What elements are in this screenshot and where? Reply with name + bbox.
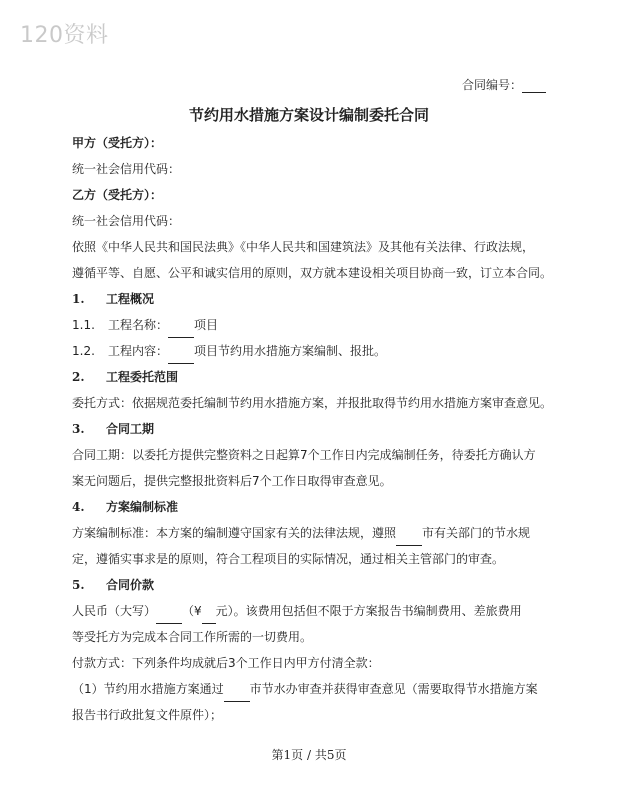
section-title: 合同价款 <box>106 578 155 592</box>
contract-number-blank <box>522 80 546 93</box>
watermark: 120资料 <box>20 23 109 48</box>
intro-line-2: 遵循平等、自愿、公平和诚实信用的原则，双方就本建设相关项目协商一致，订立本合同。 <box>72 266 553 280</box>
section-number: 2. <box>72 370 85 384</box>
credit-code-b: 统一社会信用代码： <box>72 214 181 228</box>
section-3-heading <box>72 416 562 442</box>
credit-code-a: 统一社会信用代码： <box>72 162 181 176</box>
clause-number: 1.1. <box>72 318 95 332</box>
section-5-text-1 <box>72 598 562 624</box>
section-title: 合同工期 <box>106 422 155 436</box>
payment-item-1-cont: 报告书行政批复文件原件）； <box>72 708 223 722</box>
text-part: 方案编制标准：本方案的编制遵守国家有关的法律法规，遵照 <box>72 526 397 540</box>
clause-suffix: 项目节约用水措施方案编制、报批。 <box>194 344 387 358</box>
section-2-heading <box>72 364 562 390</box>
section-2-text: 委托方式：依据规范委托编制节约用水措施方案，并报批取得节约用水措施方案审查意见。 <box>72 396 553 410</box>
fill-blank <box>224 689 250 702</box>
intro-line-1: 依照《中华人民共和国民法典》《中华人民共和国建筑法》及其他有关法律、行政法规， <box>72 240 535 254</box>
party-a: 甲方（受托方）： <box>72 136 163 150</box>
section-title: 工程概况 <box>106 292 155 306</box>
section-number: 4. <box>72 500 85 514</box>
clause-1-2 <box>72 338 562 364</box>
section-1-heading <box>72 286 562 312</box>
section-5-text-2: 等受托方为完成本合同工作所需的一切费用。 <box>72 630 313 644</box>
payment-terms: 付款方式：下列条件均成就后3个工作日内甲方付清全款： <box>72 656 380 670</box>
fill-blank <box>168 351 194 364</box>
fill-blank <box>156 611 182 624</box>
section-4-heading <box>72 494 562 520</box>
page-footer: 第1页 / 共5页 <box>271 748 347 762</box>
clause-number: 1.2. <box>72 344 95 358</box>
party-b: 乙方（受托方）： <box>72 188 163 202</box>
document-title: 节约用水措施方案设计编制委托合同 <box>188 106 429 124</box>
section-3-text-2: 案无问题后，提供完整报批资料后7个工作日取得审查意见。 <box>72 474 392 488</box>
clause-label: 工程内容： <box>108 344 169 358</box>
text-part: （¥ <box>182 604 202 618</box>
section-5-heading <box>72 572 562 598</box>
section-number: 5. <box>72 578 85 592</box>
clause-label: 工程名称： <box>108 318 169 332</box>
section-4-text-2: 定，遵循实事求是的原则，符合工程项目的实际情况，通过相关主管部门的审查。 <box>72 552 505 566</box>
fill-blank <box>168 325 194 338</box>
text-part: 市节水办审查并获得审查意见（需要取得节水措施方案 <box>249 682 538 696</box>
fill-blank <box>396 533 422 546</box>
clause-1-1 <box>72 312 562 338</box>
section-number: 3. <box>72 422 85 436</box>
contract-number-label: 合同编号： <box>461 78 522 92</box>
text-part: 元）。该费用包括但不限于方案报告书编制费用、差旅费用 <box>215 604 522 618</box>
payment-item-1 <box>72 676 562 702</box>
text-part: （1）节约用水措施方案通过 <box>72 682 224 696</box>
section-number: 1. <box>72 292 85 306</box>
document-body <box>72 130 562 728</box>
text-part: 市有关部门的节水规 <box>422 526 531 540</box>
section-title: 方案编制标准 <box>106 500 179 514</box>
section-4-text-1 <box>72 520 562 546</box>
text-part: 人民币（大写） <box>72 604 157 618</box>
contract-number <box>462 76 546 93</box>
section-title: 工程委托范围 <box>106 370 179 384</box>
section-3-text-1: 合同工期：以委托方提供完整资料之日起算7个工作日内完成编制任务，待委托方确认方 <box>72 448 536 462</box>
clause-suffix: 项目 <box>194 318 219 332</box>
fill-blank <box>202 611 216 624</box>
